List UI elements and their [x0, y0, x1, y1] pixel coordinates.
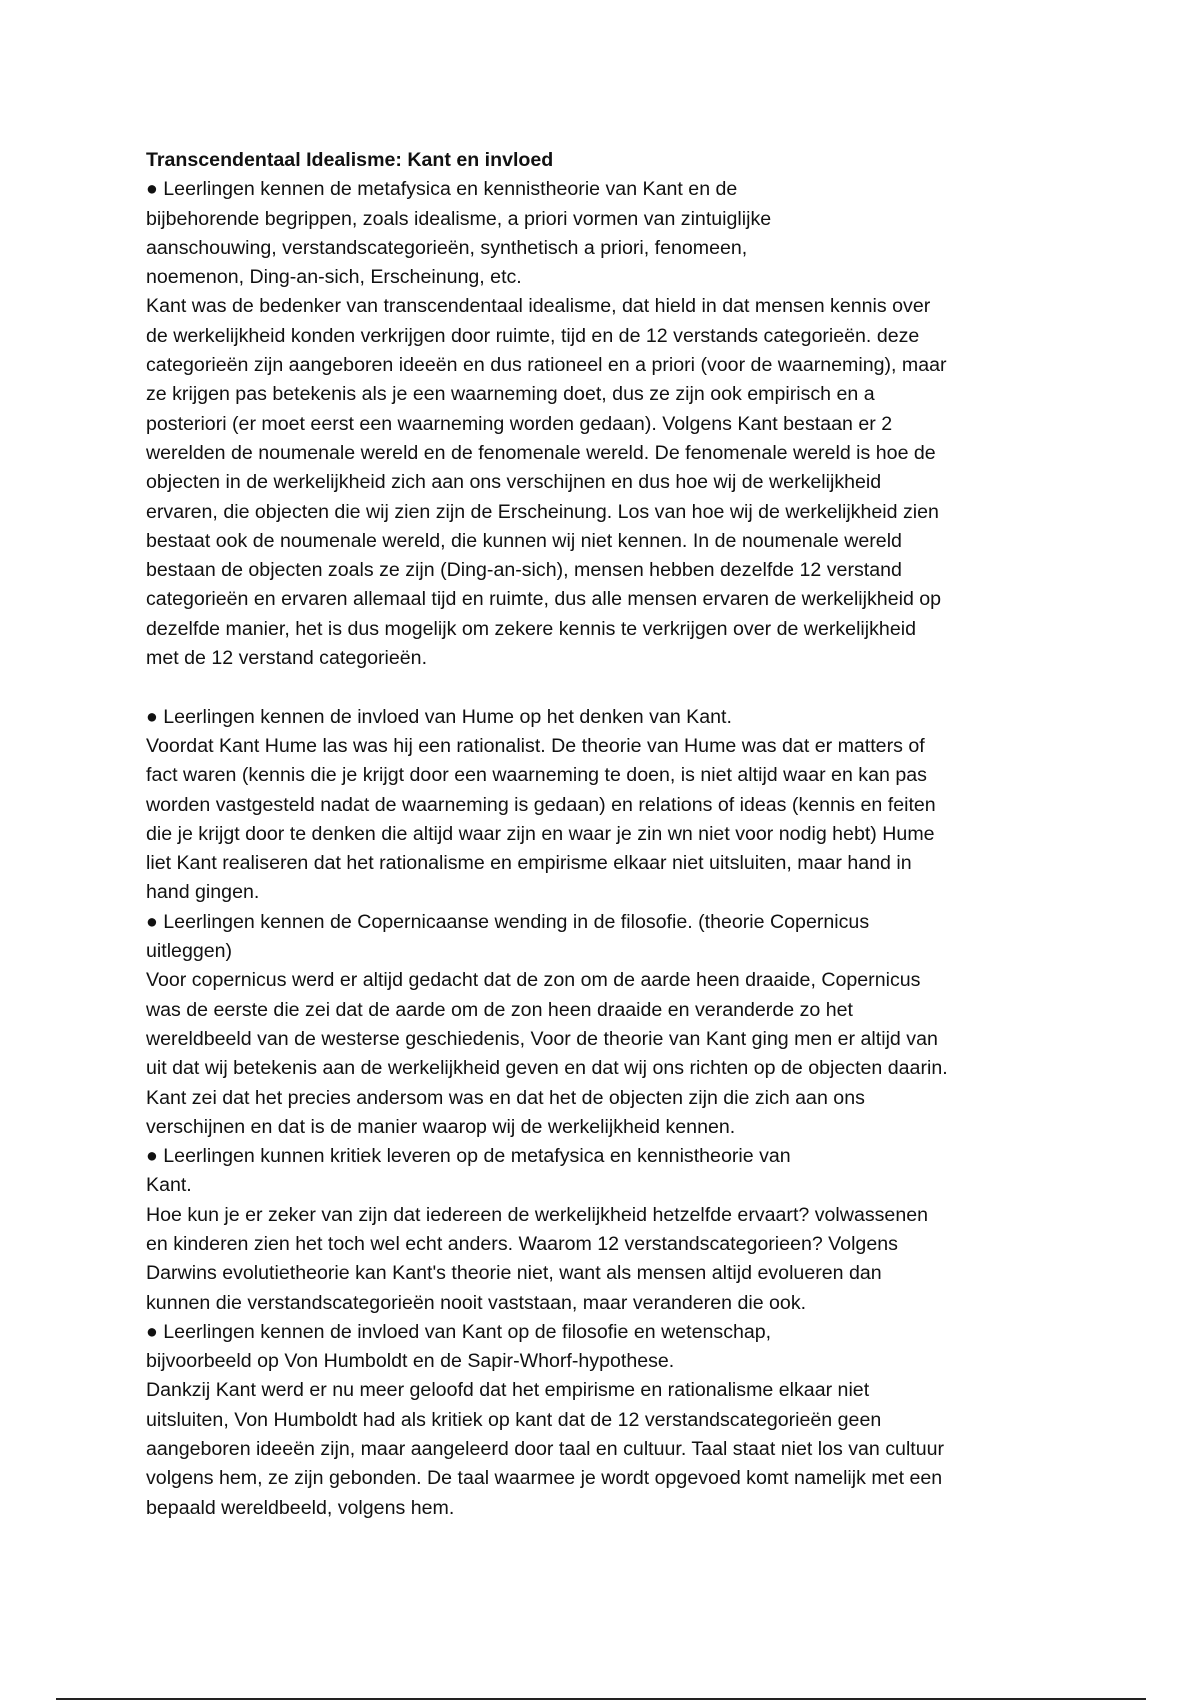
answer-text-line: verschijnen en dat is de manier waarop wij de werkelijkheid kennen.	[146, 1115, 736, 1138]
objective-bullet-line: ● Leerlingen kennen de invloed van Kant op de filosofie en wetenschap,	[146, 1320, 772, 1343]
answer-text-line: de werkelijkheid konden verkrijgen door ruimte, tijd en de 12 verstands categorieën. deze	[146, 324, 920, 347]
answer-text-line: Voordat Kant Hume las was hij een rationalist. De theorie van Hume was dat er matters of	[146, 734, 925, 757]
answer-text-line: Dankzij Kant werd er nu meer geloofd dat het empirisme en rationalisme elkaar niet	[146, 1379, 870, 1402]
answer-text-line: Voor copernicus werd er altijd gedacht dat de zon om de aarde heen draaide, Copernicus	[146, 969, 921, 992]
answer-text-line: ze krijgen pas betekenis als je een waarneming doet, dus ze zijn ook empirisch en a	[146, 383, 875, 406]
answer-text-line: Kant was de bedenker van transcendentaal idealisme, dat hield in dat mensen kennis over	[146, 295, 931, 318]
answer-text-line: fact waren (kennis die je krijgt door een waarneming te doen, is niet altijd waar en kan pas	[146, 764, 927, 787]
objective-bullet-line: ● Leerlingen kennen de metafysica en kennistheorie van Kant en de	[146, 178, 738, 201]
answer-text-line: volgens hem, ze zijn gebonden. De taal waarmee je wordt opgevoed komt namelijk met een	[146, 1467, 943, 1490]
answer-text-line: en kinderen zien het toch wel echt anders. Waarom 12 verstandscategorieen? Volgens	[146, 1232, 898, 1255]
answer-text-line: categorieën zijn aangeboren ideeën en dus rationeel en a priori (voor de waarneming), maar	[146, 354, 947, 377]
objective-continuation-line: bijbehorende begrippen, zoals idealisme, a priori vormen van zintuiglijke	[146, 207, 772, 230]
answer-text-line: Darwins evolutietheorie kan Kant's theorie niet, want als mensen altijd evolueren dan	[146, 1262, 882, 1285]
answer-text-line: categorieën en ervaren allemaal tijd en ruimte, dus alle mensen ervaren de werkelijkheid op	[146, 588, 942, 611]
answer-text-line: was de eerste die zei dat de aarde om de zon heen draaide en veranderde zo het	[146, 998, 853, 1021]
document-title: Transcendentaal Idealisme: Kant en invloed	[146, 149, 554, 171]
answer-text-line: kunnen die verstandscategorieën nooit vaststaan, maar veranderen die ook.	[146, 1291, 807, 1314]
learning-objective-section	[146, 908, 1066, 1142]
objective-continuation-line: bijvoorbeeld op Von Humboldt en de Sapir-Whorf-hypothese.	[146, 1350, 675, 1373]
learning-objective-section	[146, 1142, 1066, 1318]
answer-text-line: Hoe kun je er zeker van zijn dat iedereen de werkelijkheid hetzelfde ervaart? volwassenen	[146, 1203, 929, 1226]
answer-text-line: bestaat ook de noumenale wereld, die kunnen wij niet kennen. In de noumenale wereld	[146, 529, 902, 552]
answer-text-line: worden vastgesteld nadat de waarneming is gedaan) en relations of ideas (kennis en feiten	[146, 793, 936, 816]
answer-text-line: posteriori (er moet eerst een waarneming worden gedaan). Volgens Kant bestaan er 2	[146, 412, 893, 435]
objective-bullet-line: ● Leerlingen kunnen kritiek leveren op de metafysica en kennistheorie van	[146, 1145, 791, 1168]
paragraph-gap	[146, 673, 1066, 702]
answer-text-line: uit dat wij betekenis aan de werkelijkheid geven en dat wij ons richten op de objecten daarin.	[146, 1057, 948, 1080]
answer-text-line: wereldbeeld van de westerse geschiedenis, Voor de theorie van Kant ging men er altijd van	[146, 1027, 938, 1050]
answer-text-line: werelden de noumenale wereld en de fenomenale wereld. De fenomenale wereld is hoe de	[146, 441, 936, 464]
objective-continuation-line: aanschouwing, verstandscategorieën, synthetisch a priori, fenomeen,	[146, 236, 748, 259]
answer-text-line: bepaald wereldbeeld, volgens hem.	[146, 1496, 455, 1519]
objective-bullet-line: ● Leerlingen kennen de invloed van Hume op het denken van Kant.	[146, 705, 732, 728]
answer-text-line: bestaan de objecten zoals ze zijn (Ding-an-sich), mensen hebben dezelfde 12 verstand	[146, 559, 902, 582]
objective-continuation-line: noemenon, Ding-an-sich, Erscheinung, etc.	[146, 266, 522, 289]
answer-text-line: uitsluiten, Von Humboldt had als kritiek op kant dat de 12 verstandscategorieën geen	[146, 1408, 882, 1431]
answer-text-line: hand gingen.	[146, 881, 260, 904]
objective-continuation-line: uitleggen)	[146, 940, 233, 963]
answer-text-line: die je krijgt door te denken die altijd waar zijn en waar je zin wn niet voor nodig hebt) Hume	[146, 822, 935, 845]
learning-objective-section	[146, 703, 1066, 908]
learning-objective-section	[146, 1318, 1066, 1523]
answer-text-line: dezelfde manier, het is dus mogelijk om zekere kennis te verkrijgen over de werkelijkheid	[146, 617, 916, 640]
answer-text-line: aangeboren ideeën zijn, maar aangeleerd door taal en cultuur. Taal staat niet los van cultuur	[146, 1438, 945, 1461]
answer-text-line: Kant zei dat het precies andersom was en dat het de objecten zijn die zich aan ons	[146, 1086, 865, 1109]
objective-bullet-line: ● Leerlingen kennen de Copernicaanse wending in de filosofie. (theorie Copernicus	[146, 910, 870, 933]
answer-text-line: liet Kant realiseren dat het rationalisme en empirisme elkaar niet uitsluiten, maar hand in	[146, 852, 912, 875]
answer-text-line: ervaren, die objecten die wij zien zijn de Erscheinung. Los van hoe wij de werkelijkheid zien	[146, 500, 939, 523]
objective-continuation-line: Kant.	[146, 1174, 192, 1197]
document-body	[146, 175, 1066, 1523]
answer-text-line: objecten in de werkelijkheid zich aan ons verschijnen en dus hoe wij de werkelijkheid	[146, 471, 882, 494]
document-page	[146, 146, 1066, 1523]
learning-objective-section	[146, 175, 1066, 673]
answer-text-line: met de 12 verstand categorieën.	[146, 647, 428, 670]
